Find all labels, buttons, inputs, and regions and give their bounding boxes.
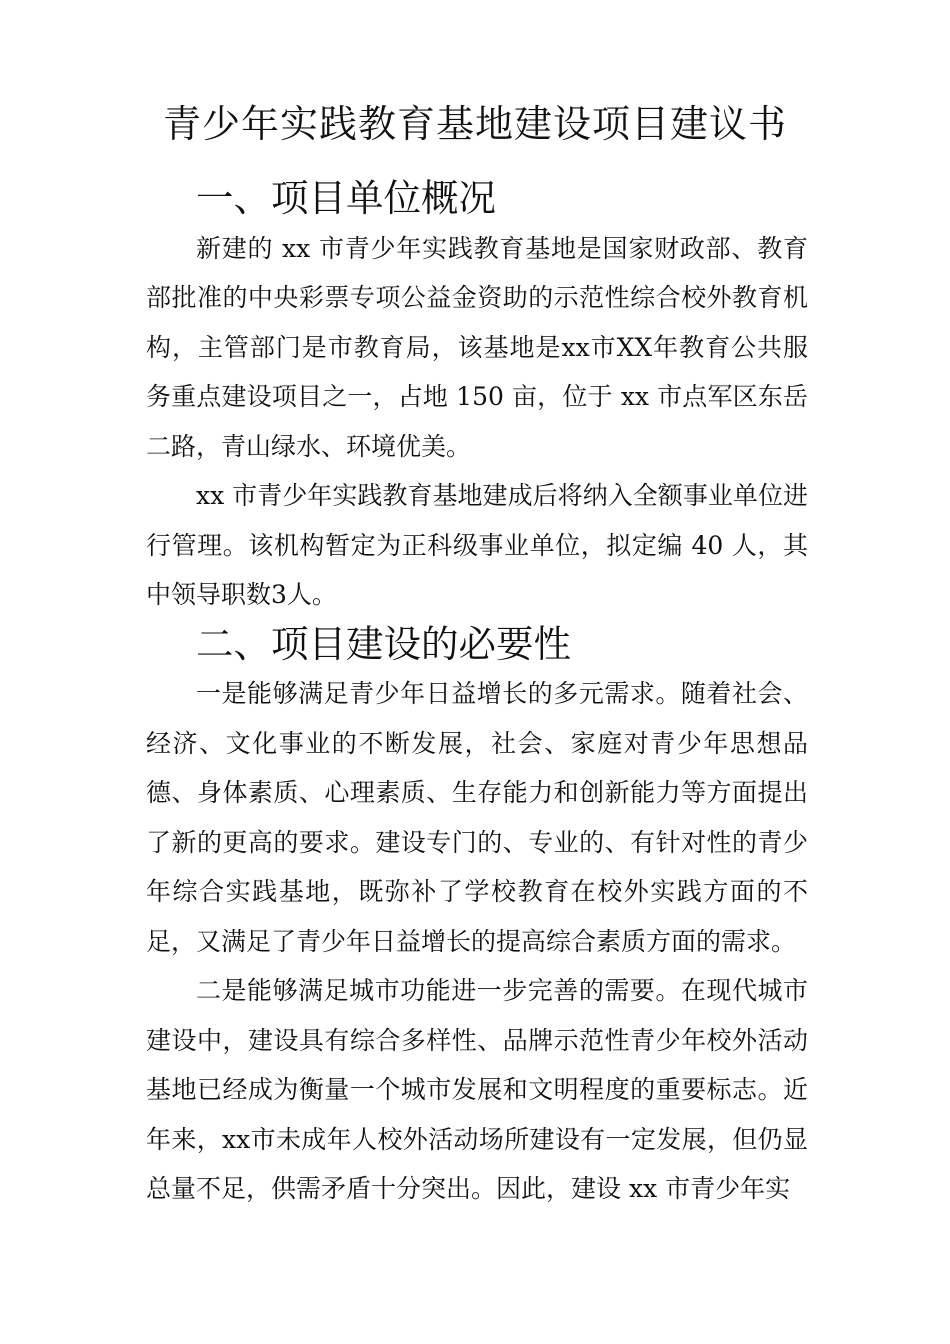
paragraph: 新建的 xx 市青少年实践教育基地是国家财政部、教育部批准的中央彩票专项公益金资助的示范性综合校外教育机构，主管部门是市教育局，该基地是xx市XX年教育公共服务重点建设项目之一，占地 150 亩，位于 xx 市点军区东岳二路，青山绿水、环境优美。 — [146, 233, 808, 461]
section-heading: 一、项目单位概况 — [196, 176, 496, 220]
document-title: 青少年实践教育基地建设项目建议书 — [162, 102, 787, 146]
paragraph: xx 市青少年实践教育基地建成后将纳入全额事业单位进行管理。该机构暂定为正科级事业单位，拟定编 40 人，其中领导职数3人。 — [146, 481, 808, 609]
section-project-necessity — [146, 620, 808, 1214]
section-project-unit-overview — [146, 174, 808, 620]
section-heading: 二、项目建设的必要性 — [196, 621, 571, 666]
paragraph: 一是能够满足青少年日益增长的多元需求。随着社会、经济、文化事业的不断发展，社会、家庭对青少年思想品德、身体素质、心理素质、生存能力和创新能力等方面提出了新的更高的要求。建设专门的、专业的、有针对性的青少年综合实践基地，既弥补了学校教育在校外实践方面的不足，又满足了青少年日益增长的提高综合素质方面的需求。 — [146, 679, 808, 956]
paragraph: 二是能够满足城市功能进一步完善的需要。在现代城市建设中，建设具有综合多样性、品牌示范性青少年校外活动基地已经成为衡量一个城市发展和文明程度的重要标志。近年来，xx市未成年人校外活动场所建设有一定发展，但仍显总量不足，供需矛盾十分突出。因此，建设 xx 市青少年实 — [146, 976, 808, 1203]
document-body — [146, 174, 808, 1214]
